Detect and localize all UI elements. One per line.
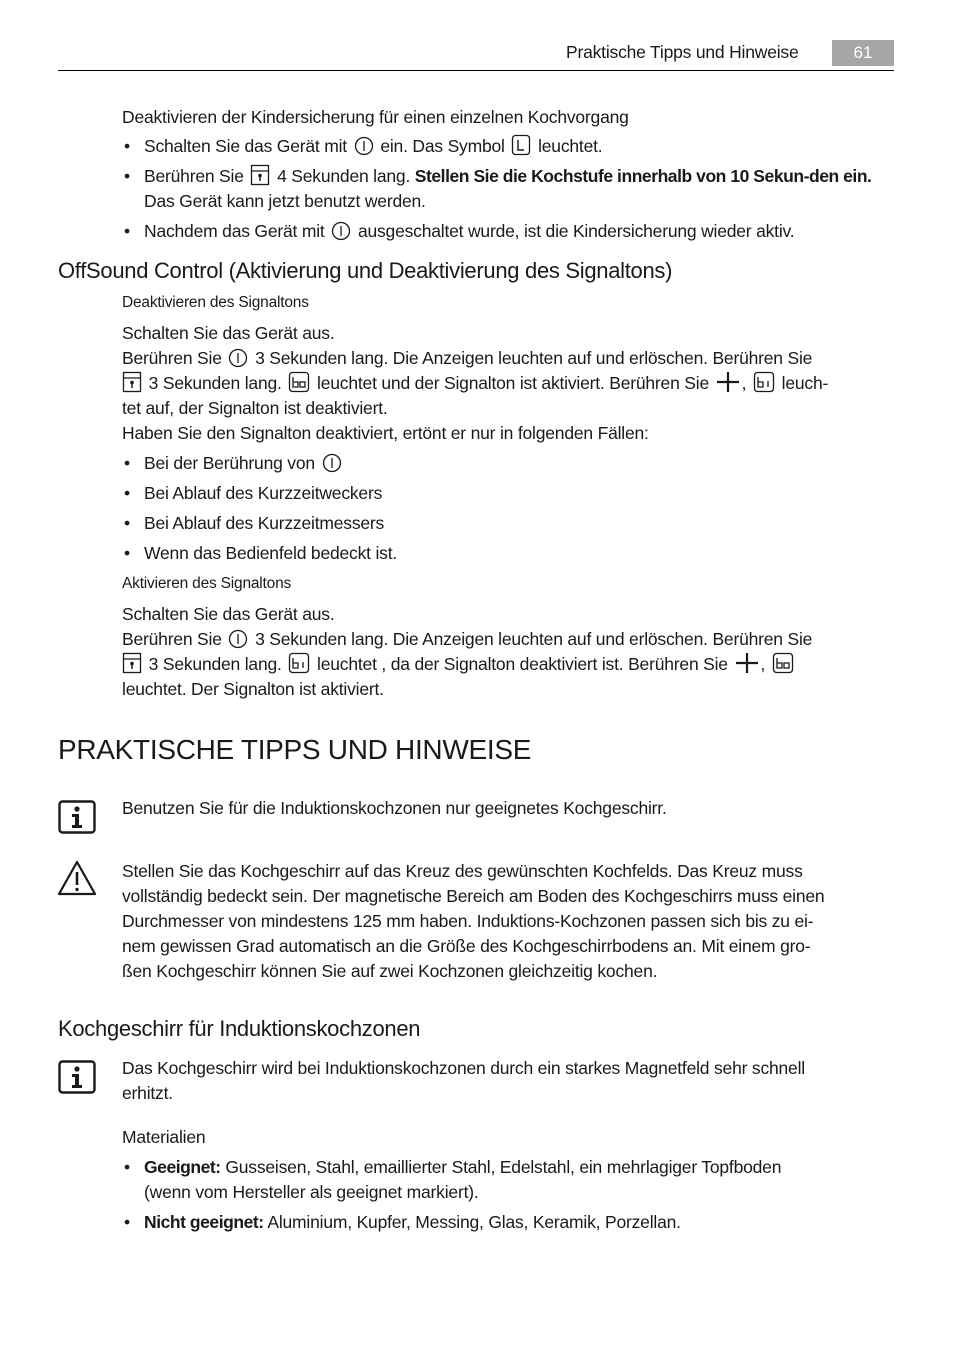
list-item: • Nicht geeignet: Aluminium, Kupfer, Messing, Glas, Keramik, Porzellan. <box>122 1210 882 1235</box>
info-icon <box>58 1060 96 1094</box>
list-item: • Bei Ablauf des Kurzzeitmessers <box>122 511 882 536</box>
warning-line: Durchmesser von mindestens 125 mm haben. Induktions-Kochzonen passen sich bis zu ei- <box>122 911 814 931</box>
list-item: • Nachdem das Gerät mit ausgeschaltet wurde, ist die Kindersicherung wieder aktiv. <box>122 219 882 244</box>
sound-on-display-icon <box>288 371 310 393</box>
paragraph-line: leuchtet. Der Signalton ist aktiviert. <box>122 679 384 699</box>
cookware-heading: Kochgeschirr für Induktionskochzonen <box>58 1016 421 1041</box>
running-title: Praktische Tipps und Hinweise <box>566 42 799 62</box>
list-item: • Wenn das Bedienfeld bedeckt ist. <box>122 541 882 566</box>
child-lock-heading: Deaktivieren der Kindersicherung für einen einzelnen Kochvorgang <box>122 107 629 127</box>
signal-cases-list <box>122 451 882 566</box>
deactivate-subheading: Deaktivieren des Signaltons <box>122 294 309 311</box>
info-line: erhitzt. <box>122 1083 173 1103</box>
materials-list <box>122 1155 882 1235</box>
list-item: • Bei der Berührung von <box>122 451 882 476</box>
on-off-icon <box>228 348 248 368</box>
lock-display-icon <box>511 134 531 156</box>
paragraph-line: 3 Sekunden lang. leuchtet und der Signalton ist aktiviert. Berühren Sie , leuch- <box>122 371 828 396</box>
warning-line: ßen Kochgeschirr können Sie auf zwei Kochzonen gleichzeitig kochen. <box>122 961 658 981</box>
list-item: • Berühren Sie 4 Sekunden lang. Stellen Sie die Kochstufe innerhalb von 10 Sekun-den ein. Das Gerät kann jetzt benutzt werden. <box>122 164 882 214</box>
offsound-heading: OffSound Control (Aktivierung und Deaktivierung des Signaltons) <box>58 258 673 283</box>
plus-icon <box>716 371 740 393</box>
page-number: 61 <box>832 40 894 66</box>
paragraph-line: Berühren Sie 3 Sekunden lang. Die Anzeigen leuchten auf und erlöschen. Berühren Sie <box>122 348 813 368</box>
paragraph-line: Berühren Sie 3 Sekunden lang. Die Anzeigen leuchten auf und erlöschen. Berühren Sie <box>122 629 813 649</box>
list-item: • Schalten Sie das Gerät mit ein. Das Symbol leuchtet. <box>122 134 882 159</box>
plus-icon <box>735 652 759 674</box>
warning-line: vollständig bedeckt sein. Der magnetische Bereich am Boden des Kochgeschirrs muss einen <box>122 886 825 906</box>
on-off-icon <box>228 629 248 649</box>
paragraph-line: Haben Sie den Signalton deaktiviert, ertönt er nur in folgenden Fällen: <box>122 423 649 443</box>
sound-off-display-icon <box>753 371 775 393</box>
key-lock-icon <box>122 371 142 393</box>
child-lock-steps <box>122 134 882 244</box>
paragraph-line: Schalten Sie das Gerät aus. <box>122 323 335 343</box>
sound-off-display-icon <box>288 652 310 674</box>
paragraph-line: tet auf, der Signalton ist deaktiviert. <box>122 398 388 418</box>
on-off-icon <box>354 136 374 156</box>
key-lock-icon <box>122 652 142 674</box>
info-line: Das Kochgeschirr wird bei Induktionskochzonen durch ein starkes Magnetfeld sehr schnell <box>122 1058 805 1078</box>
header-rule <box>58 70 894 71</box>
key-lock-icon <box>250 164 270 186</box>
activate-subheading: Aktivieren des Signaltons <box>122 575 292 592</box>
warning-line: Stellen Sie das Kochgeschirr auf das Kreuz des gewünschten Kochfelds. Das Kreuz muss <box>122 861 803 881</box>
paragraph-line: Schalten Sie das Gerät aus. <box>122 604 335 624</box>
list-item: • Geeignet: Gusseisen, Stahl, emaillierter Stahl, Edelstahl, ein mehrlagiger Topfboden (wenn vom Hersteller als geeignet markiert). <box>122 1155 882 1205</box>
info-text: Benutzen Sie für die Induktionskochzonen nur geeignetes Kochgeschirr. <box>122 798 667 818</box>
warning-icon <box>57 860 97 896</box>
section-title: PRAKTISCHE TIPPS UND HINWEISE <box>58 734 532 765</box>
paragraph-line: 3 Sekunden lang. leuchtet , da der Signalton deaktiviert ist. Berühren Sie , <box>122 652 796 677</box>
on-off-icon <box>331 221 351 241</box>
list-item: • Bei Ablauf des Kurzzeitweckers <box>122 481 882 506</box>
info-icon <box>58 800 96 834</box>
sound-on-display-icon <box>772 652 794 674</box>
materials-subheading: Materialien <box>122 1127 206 1147</box>
on-off-icon <box>322 453 342 473</box>
warning-line: nem gewissen Grad automatisch an die Größe des Kochgeschirrbodens an. Mit einem gro- <box>122 936 811 956</box>
